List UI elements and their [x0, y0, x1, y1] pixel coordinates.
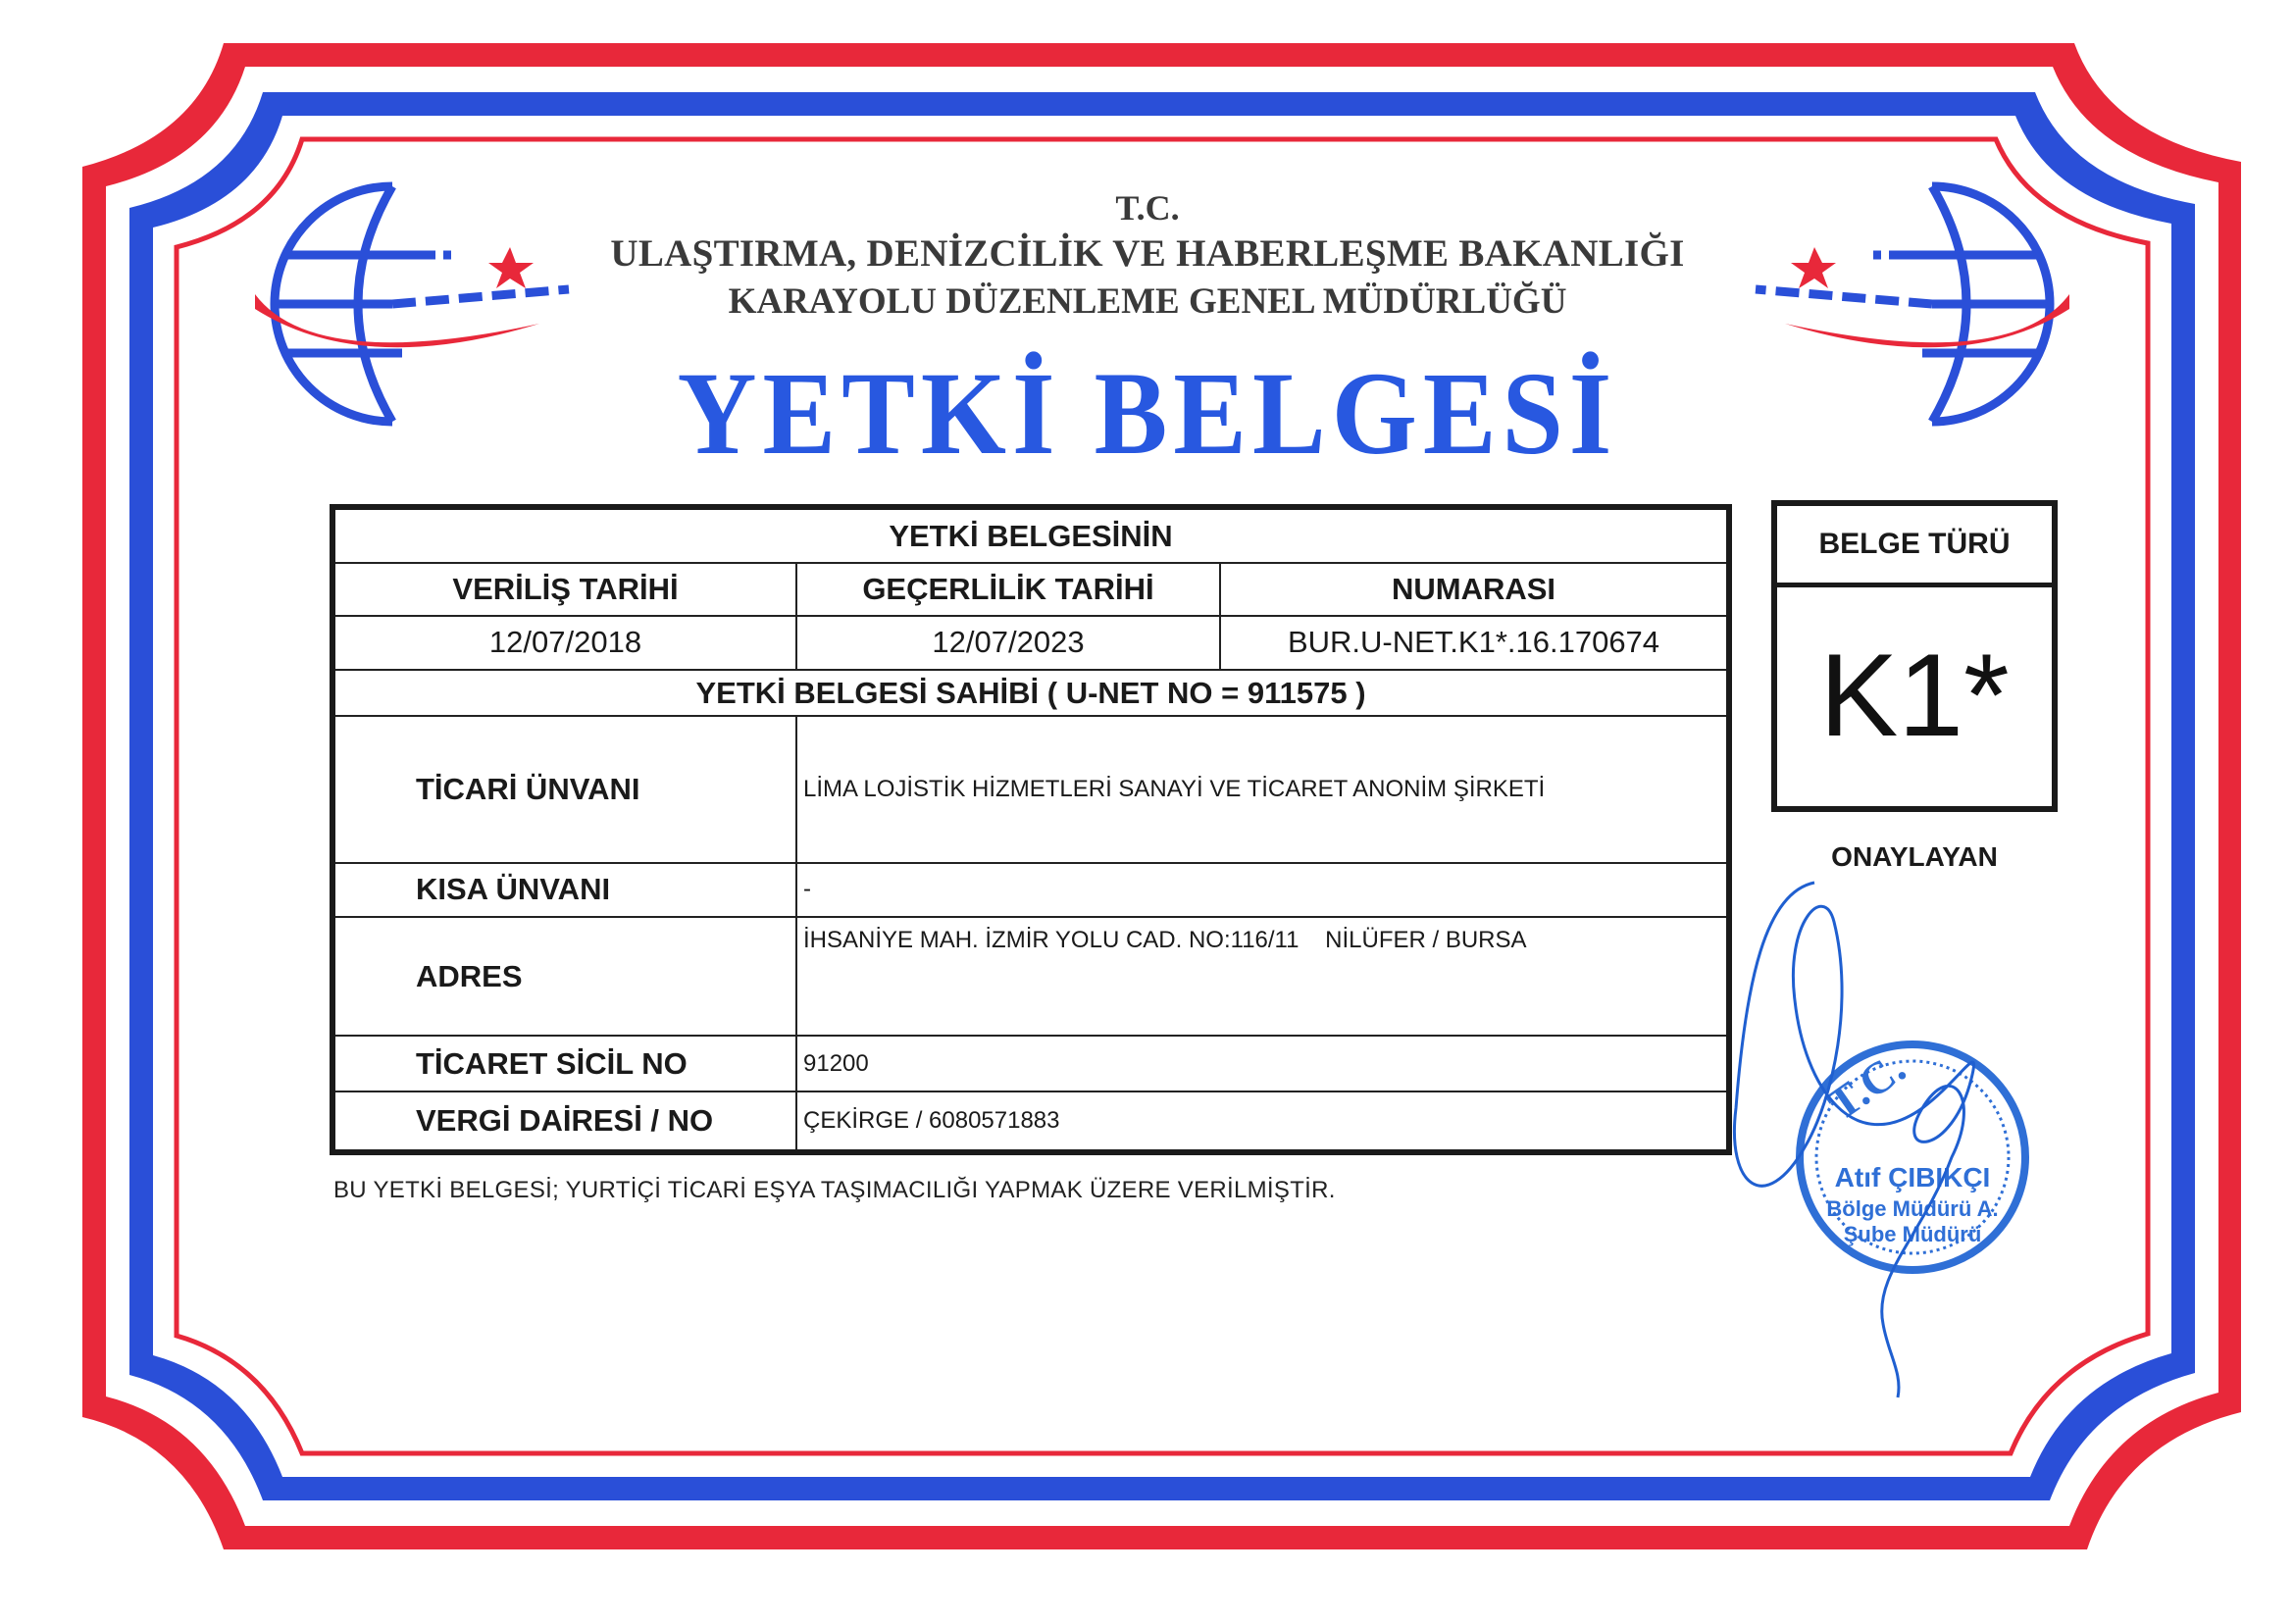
purpose-note: BU YETKİ BELGESİ; YURTİÇİ TİCARİ EŞYA TAŞIMACILIĞI YAPMAK ÜZERE VERİLMİŞTİR. [333, 1177, 1336, 1203]
official-stamp-signature [1726, 863, 2060, 1412]
certificate-table [330, 504, 1732, 1155]
column-header-issue-date: VERİLİŞ TARİHİ [332, 563, 796, 615]
stamp-title-line1: Bölge Müdürü A. [1826, 1196, 1999, 1221]
trade-name-value: LİMA LOJİSTİK HİZMETLERİ SANAYİ VE TİCARET ANONİM ŞİRKETİ [796, 716, 1729, 863]
header-directorate: KARAYOLU DÜZENLEME GENEL MÜDÜRLÜĞÜ [728, 281, 1567, 322]
document-type-box [1771, 500, 2058, 812]
validity-date-value: 12/07/2023 [796, 616, 1220, 670]
ministry-globe-logo-right [1726, 177, 2079, 431]
trade-name-label: TİCARİ ÜNVANI [332, 716, 796, 863]
stamp-name: Atıf ÇIBIKÇI [1834, 1162, 1991, 1193]
section-header: YETKİ BELGESİNİN [332, 507, 1729, 563]
issue-date-value: 12/07/2018 [332, 616, 796, 670]
trade-registry-label: TİCARET SİCİL NO [332, 1036, 796, 1091]
ministry-globe-logo-left [245, 177, 598, 431]
address-text: İHSANİYE MAH. İZMİR YOLU CAD. NO:116/11 NİLÜFER / BURSA [803, 927, 1527, 954]
header-tc: T.C. [1115, 188, 1180, 228]
document-title: YETKİ BELGESİ [677, 348, 1618, 480]
trade-registry-value: 91200 [796, 1036, 1729, 1091]
issuer-header [549, 186, 1746, 326]
document-type-label: BELGE TÜRÜ [1777, 506, 2052, 587]
header-ministry: ULAŞTIRMA, DENİZCİLİK VE HABERLEŞME BAKANLIĞI [610, 232, 1685, 275]
address-value [796, 917, 1729, 1036]
tax-office-label: VERGİ DAİRESİ / NO [332, 1091, 796, 1152]
document-type-value: K1* [1819, 630, 2010, 761]
approver-label: ONAYLAYAN [1831, 841, 1998, 872]
signature-icon [1734, 883, 1973, 1397]
stamp-tc: T.C. [1818, 1041, 1914, 1131]
address-label: ADRES [332, 917, 796, 1036]
tax-office-value: ÇEKİRGE / 6080571883 [796, 1091, 1729, 1152]
column-header-validity-date: GEÇERLİLİK TARİHİ [796, 563, 1220, 615]
certificate-number-value: BUR.U-NET.K1*.16.170674 [1220, 616, 1729, 670]
holder-header: YETKİ BELGESİ SAHİBİ ( U-NET NO = 911575 ) [332, 670, 1729, 716]
short-name-label: KISA ÜNVANI [332, 863, 796, 917]
column-header-number: NUMARASI [1220, 563, 1729, 615]
short-name-value: - [796, 863, 1729, 917]
stamp-title-line2: Şube Müdürü [1843, 1222, 1982, 1246]
